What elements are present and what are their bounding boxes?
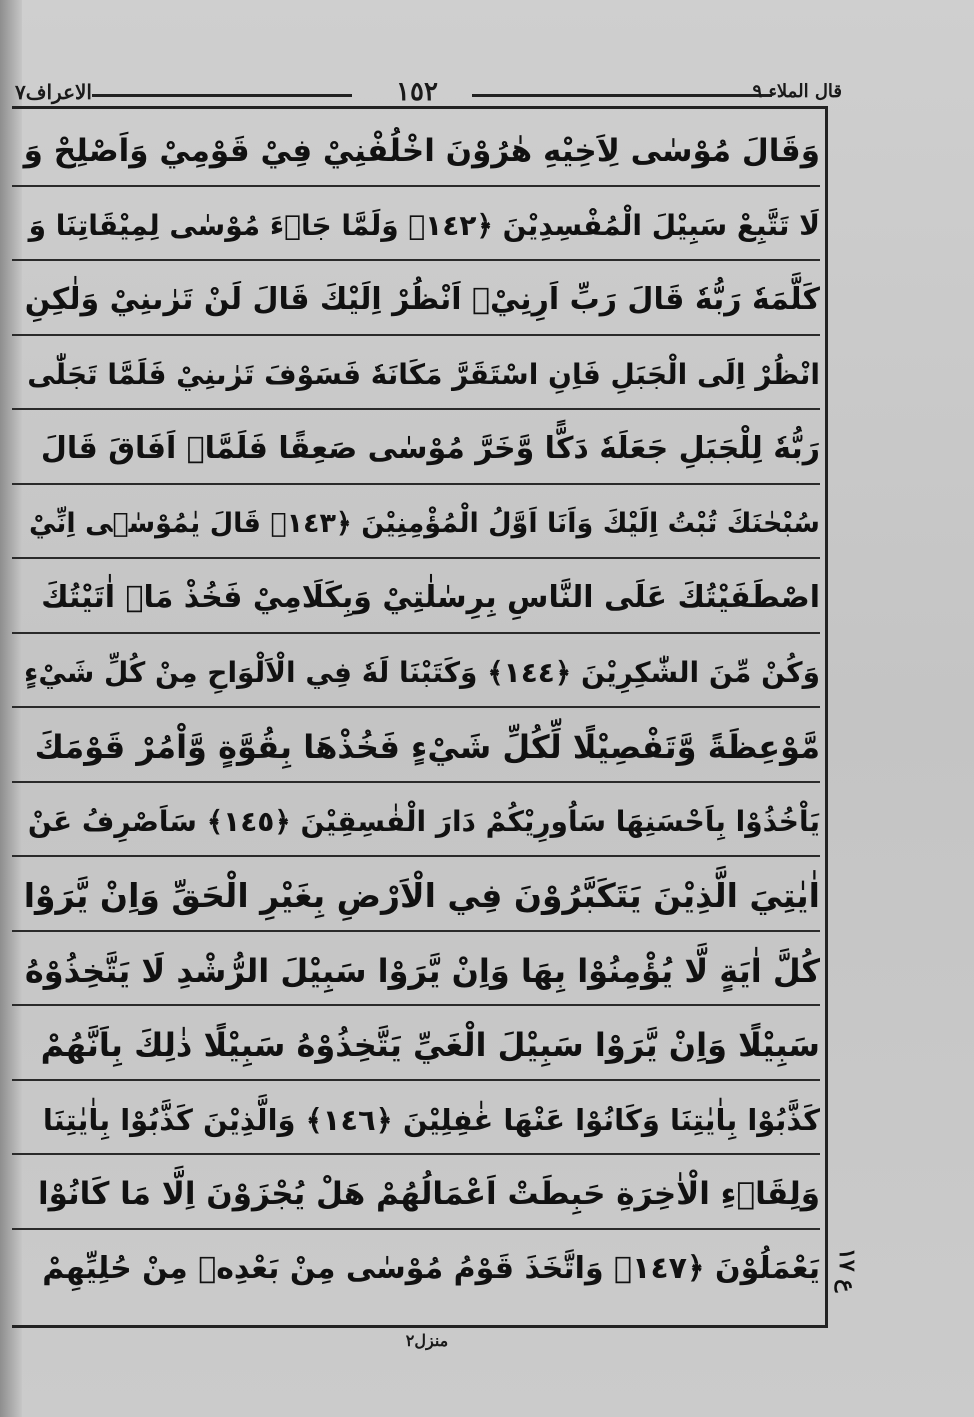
line-text: سُبْحٰنَكَ تُبْتُ اِلَيْكَ وَاَنَا اَوَّلُ الْمُؤْمِنِيْنَ ﴿١٤٣﴾ قَالَ يٰمُوْسٰۤى اِنِّيْ <box>28 507 820 539</box>
verse-line <box>12 857 820 932</box>
line-text: وَقَالَ مُوْسٰى لِاَخِيْهِ هٰرُوْنَ اخْلُفْنِيْ فِيْ قَوْمِيْ وَاَصْلِحْ وَ <box>23 133 820 169</box>
line-text: اصْطَفَيْتُكَ عَلَى النَّاسِ بِرِسٰلٰتِيْ وَبِكَلَامِيْ فَخُذْ مَاۤ اٰتَيْتُكَ <box>41 580 820 615</box>
verse-line <box>12 634 820 709</box>
line-text: انْظُرْ اِلَى الْجَبَلِ فَاِنِ اسْتَقَرَّ مَكَانَهٗ فَسَوْفَ تَرٰىنِيْ فَلَمَّا تَجَلّٰى <box>27 357 820 391</box>
line-text: كُلَّ اٰيَةٍ لَّا يُؤْمِنُوْا بِهَا وَاِنْ يَّرَوْا سَبِيْلَ الرُّشْدِ لَا يَتَّخِذُوْهُ <box>24 951 820 990</box>
verse-line <box>12 410 820 485</box>
page-footer <box>12 1326 828 1356</box>
surah-name: الاعراف٧ <box>15 80 92 104</box>
line-text: وَلِقَاۤءِ الْاٰخِرَةِ حَبِطَتْ اَعْمَالُهُمْ هَلْ يُجْزَوْنَ اِلَّا مَا كَانُوْا <box>37 1176 820 1212</box>
verse-line <box>12 708 820 783</box>
verse-line <box>12 187 820 262</box>
line-text: سَبِيْلًا وَاِنْ يَّرَوْا سَبِيْلَ الْغَيِّ يَتَّخِذُوْهُ سَبِيْلًا ذٰلِكَ بِاَنَّهُمْ <box>40 1026 820 1064</box>
header-rule-right <box>472 94 772 97</box>
line-text: لَا تَتَّبِعْ سَبِيْلَ الْمُفْسِدِيْنَ ﴿١٤٢﴾ وَلَمَّا جَاۤءَ مُوْسٰى لِمِيْقَاتِنَا وَ <box>28 208 820 242</box>
line-text: يَاْخُذُوْا بِاَحْسَنِهَا سَاُورِيْكُمْ دَارَ الْفٰسِقِيْنَ ﴿١٤٥﴾ سَاَصْرِفُ عَنْ <box>27 804 820 838</box>
verse-line <box>12 1006 820 1081</box>
verse-lines <box>12 112 820 1320</box>
line-text: يَعْمَلُوْنَ ﴿١٤٧﴾ وَاتَّخَذَ قَوْمُ مُوْسٰى مِنْ بَعْدِهٖ مِنْ حُلِيِّهِمْ <box>42 1250 820 1286</box>
verse-line <box>12 112 820 187</box>
verse-line <box>12 1081 820 1156</box>
verse-line <box>12 1155 820 1230</box>
juz-name: قال الملاء ٩ <box>752 81 842 102</box>
verse-line <box>12 783 820 858</box>
line-text: وَكُنْ مِّنَ الشّٰكِرِيْنَ ﴿١٤٤﴾ وَكَتَبْنَا لَهٗ فِي الْاَلْوَاحِ مِنْ كُلِّ شَيْءٍ <box>24 655 820 689</box>
line-text: اٰيٰتِيَ الَّذِيْنَ يَتَكَبَّرُوْنَ فِي الْاَرْضِ بِغَيْرِ الْحَقِّ وَاِنْ يَّرَوْا <box>23 876 820 915</box>
line-text: مَّوْعِظَةً وَّتَفْصِيْلًا لِّكُلِّ شَيْءٍ فَخُذْهَا بِقُوَّةٍ وَّاْمُرْ قَوْمَكَ <box>34 728 820 766</box>
verse-line <box>12 1230 820 1305</box>
line-text: رَبُّهٗ لِلْجَبَلِ جَعَلَهٗ دَكًّا وَّخَرَّ مُوْسٰى صَعِقًا فَلَمَّاۤ اَفَاقَ قَالَ <box>40 431 820 466</box>
page-number: ١٥٢ <box>396 77 438 107</box>
verse-line <box>12 261 820 336</box>
manzil-label: منزل٢ <box>405 1331 449 1350</box>
verse-line <box>12 485 820 560</box>
ruku-margin-mark: ع ١٧ <box>834 1247 860 1293</box>
line-text: كَلَّمَهٗ رَبُّهٗ قَالَ رَبِّ اَرِنِيْۤ اَنْظُرْ اِلَيْكَ قَالَ لَنْ تَرٰىنِيْ وَلٰكِنِ <box>24 282 820 317</box>
verse-line <box>12 932 820 1007</box>
verse-line <box>12 559 820 634</box>
line-text: كَذَّبُوْا بِاٰيٰتِنَا وَكَانُوْا عَنْهَا غٰفِلِيْنَ ﴿١٤٦﴾ وَالَّذِيْنَ كَذَّبُوْا بِاٰيٰتِنَا <box>42 1102 820 1137</box>
header-rule-left <box>92 94 352 97</box>
verse-line <box>12 336 820 411</box>
